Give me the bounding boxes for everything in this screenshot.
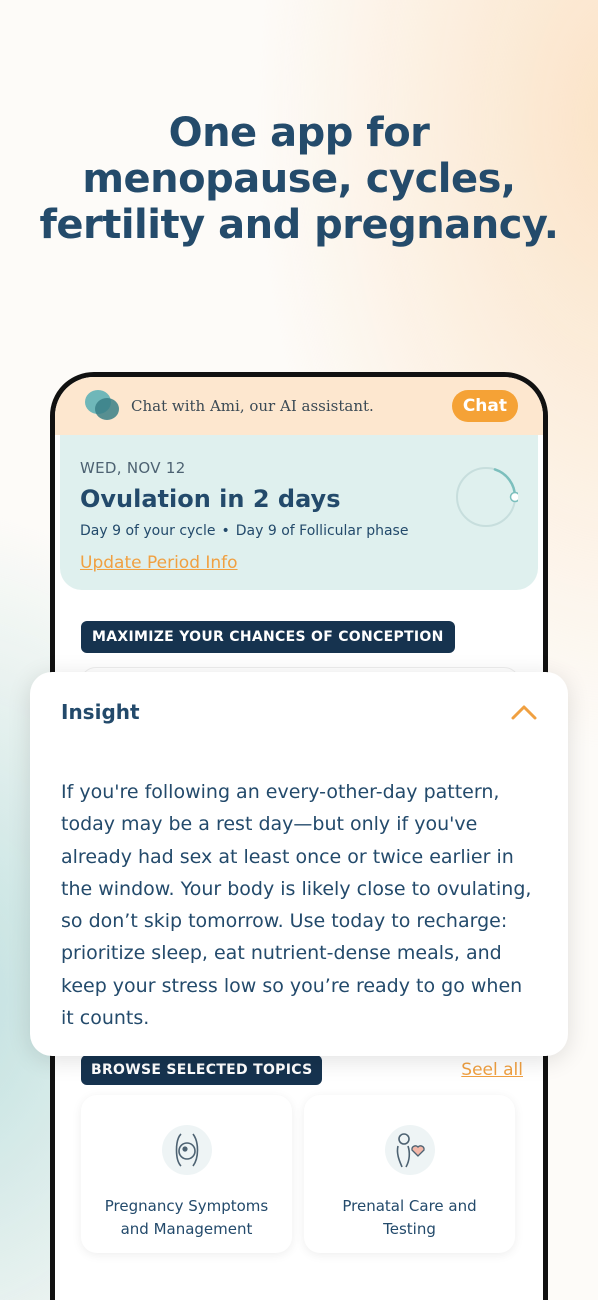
phase-day: Day 9 of Follicular phase [235, 523, 409, 539]
hero-headline [0, 110, 598, 248]
topic-label: Pregnancy Symptoms and Management [104, 1197, 269, 1238]
chevron-up-icon[interactable] [510, 703, 538, 721]
pregnant-belly-icon [162, 1125, 212, 1175]
chat-banner-text: Chat with Ami, our AI assistant. [131, 397, 374, 415]
mother-heart-icon [385, 1125, 435, 1175]
headline-line-2: menopause, cycles, [82, 156, 516, 202]
see-all-link[interactable]: Seel all [461, 1060, 523, 1080]
browse-topics-badge: BROWSE SELECTED TOPICS [81, 1055, 322, 1085]
chat-bubbles-icon [85, 390, 119, 422]
insight-header[interactable] [61, 700, 538, 724]
headline-line-3: fertility and pregnancy. [39, 202, 559, 248]
cycle-date: WED, NOV 12 [80, 459, 186, 477]
insight-title: Insight [61, 700, 140, 724]
topic-grid [81, 1095, 521, 1253]
insight-body: If you're following an every-other-day pattern, today may be a rest day—but only if you've already had sex at least once or twice earlier in the window. Your body is likely close to ovulating, so don’t skip tomorrow. Use today to recharge: prioritize sleep, eat nutrient-dense meals, and keep your stress low so you’re ready to go when it counts. [61, 781, 532, 1030]
topic-card-prenatal-care[interactable] [304, 1095, 515, 1253]
cycle-status-card [60, 435, 538, 590]
topic-label: Prenatal Care and Testing [342, 1197, 477, 1238]
headline-line-1: One app for [168, 110, 430, 156]
cycle-day-info [80, 523, 518, 539]
chat-button[interactable]: Chat [452, 390, 518, 422]
insight-popup [30, 672, 568, 1056]
separator-dot: • [221, 523, 230, 539]
update-period-link[interactable]: Update Period Info [80, 553, 238, 573]
cycle-day: Day 9 of your cycle [80, 523, 216, 539]
ovulation-countdown: Ovulation in 2 days [80, 485, 341, 513]
conception-section-badge: MAXIMIZE YOUR CHANCES OF CONCEPTION [81, 621, 455, 653]
topic-card-pregnancy-symptoms[interactable] [81, 1095, 292, 1253]
chat-banner[interactable] [55, 377, 543, 435]
browse-topics-header [81, 1055, 521, 1085]
cycle-progress-ring [454, 465, 518, 529]
